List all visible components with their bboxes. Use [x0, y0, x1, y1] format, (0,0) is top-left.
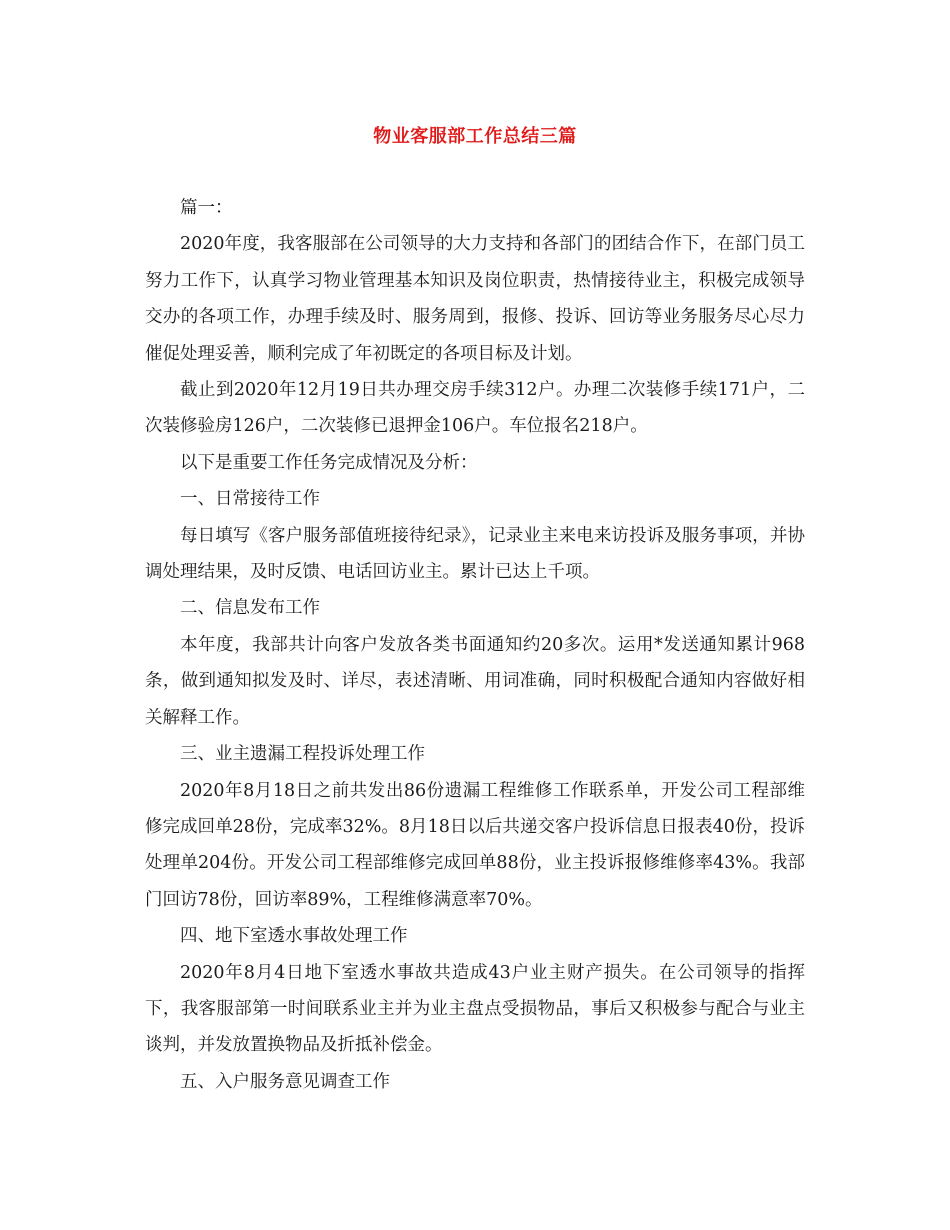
paragraph-daily-reception: 每日填写《客户服务部值班接待纪录》，记录业主来电来访投诉及服务事项，并协调处理结果，及时反馈、电话回访业主。累计已达上千项。: [145, 525, 805, 583]
paragraph-basement-flood: 2020年8月4日地下室透水事故共造成43户业主财产损失。在公司领导的指挥下，我客服部第一时间联系业主并为业主盘点受损物品，事后又积极参与配合与业主谈判，并发放置换物品及折抵补偿金。: [145, 962, 805, 1056]
heading-complaint-handling: 三、业主遗漏工程投诉处理工作: [180, 744, 425, 765]
paragraph-annual-overview: 2020年度，我客服部在公司领导的大力支持和各部门的团结合作下，在部门员工努力工作下，认真学习物业管理基本知识及岗位职责，热情接待业主，积极完成领导交办的各项工作，办理手续及时、服务周到，报修、投诉、回访等业务服务尽心尽力催促处理妥善，顺利完成了年初既定的各项目标及计划。: [145, 234, 805, 364]
document-title: 物业客服部工作总结三篇: [373, 126, 577, 147]
paragraph-complaint-handling: 2020年8月18日之前共发出86份遗漏工程维修工作联系单，开发公司工程部维修完成回单28份，完成率32%。8月18日以后共递交客户投诉信息日报表40份，投诉处理单204份。开发公司工程部维修完成回单88份，业主投诉报修维修率43%。我部门回访78份，回访率89%，工程维修满意率70%。: [145, 780, 805, 910]
heading-basement-flood: 四、地下室透水事故处理工作: [180, 926, 408, 947]
heading-daily-reception: 一、日常接待工作: [180, 489, 320, 510]
paragraph-information-release: 本年度，我部共计向客户发放各类书面通知约20多次。运用*发送通知累计968条，做到通知拟发及时、详尽，表述清晰、用词准确，同时积极配合通知内容做好相关解释工作。: [145, 634, 805, 728]
paragraph-task-intro: 以下是重要工作任务完成情况及分析：: [180, 452, 478, 473]
document-body: [145, 190, 805, 1100]
heading-information-release: 二、信息发布工作: [180, 598, 320, 619]
paragraph-handover-stats: 截止到2020年12月19日共办理交房手续312户。办理二次装修手续171户，二次装修验房126户，二次装修已退押金106户。车位报名218户。: [145, 380, 805, 437]
heading-service-survey: 五、入户服务意见调查工作: [180, 1071, 390, 1092]
section-label-part-one: 篇一：: [180, 198, 233, 218]
